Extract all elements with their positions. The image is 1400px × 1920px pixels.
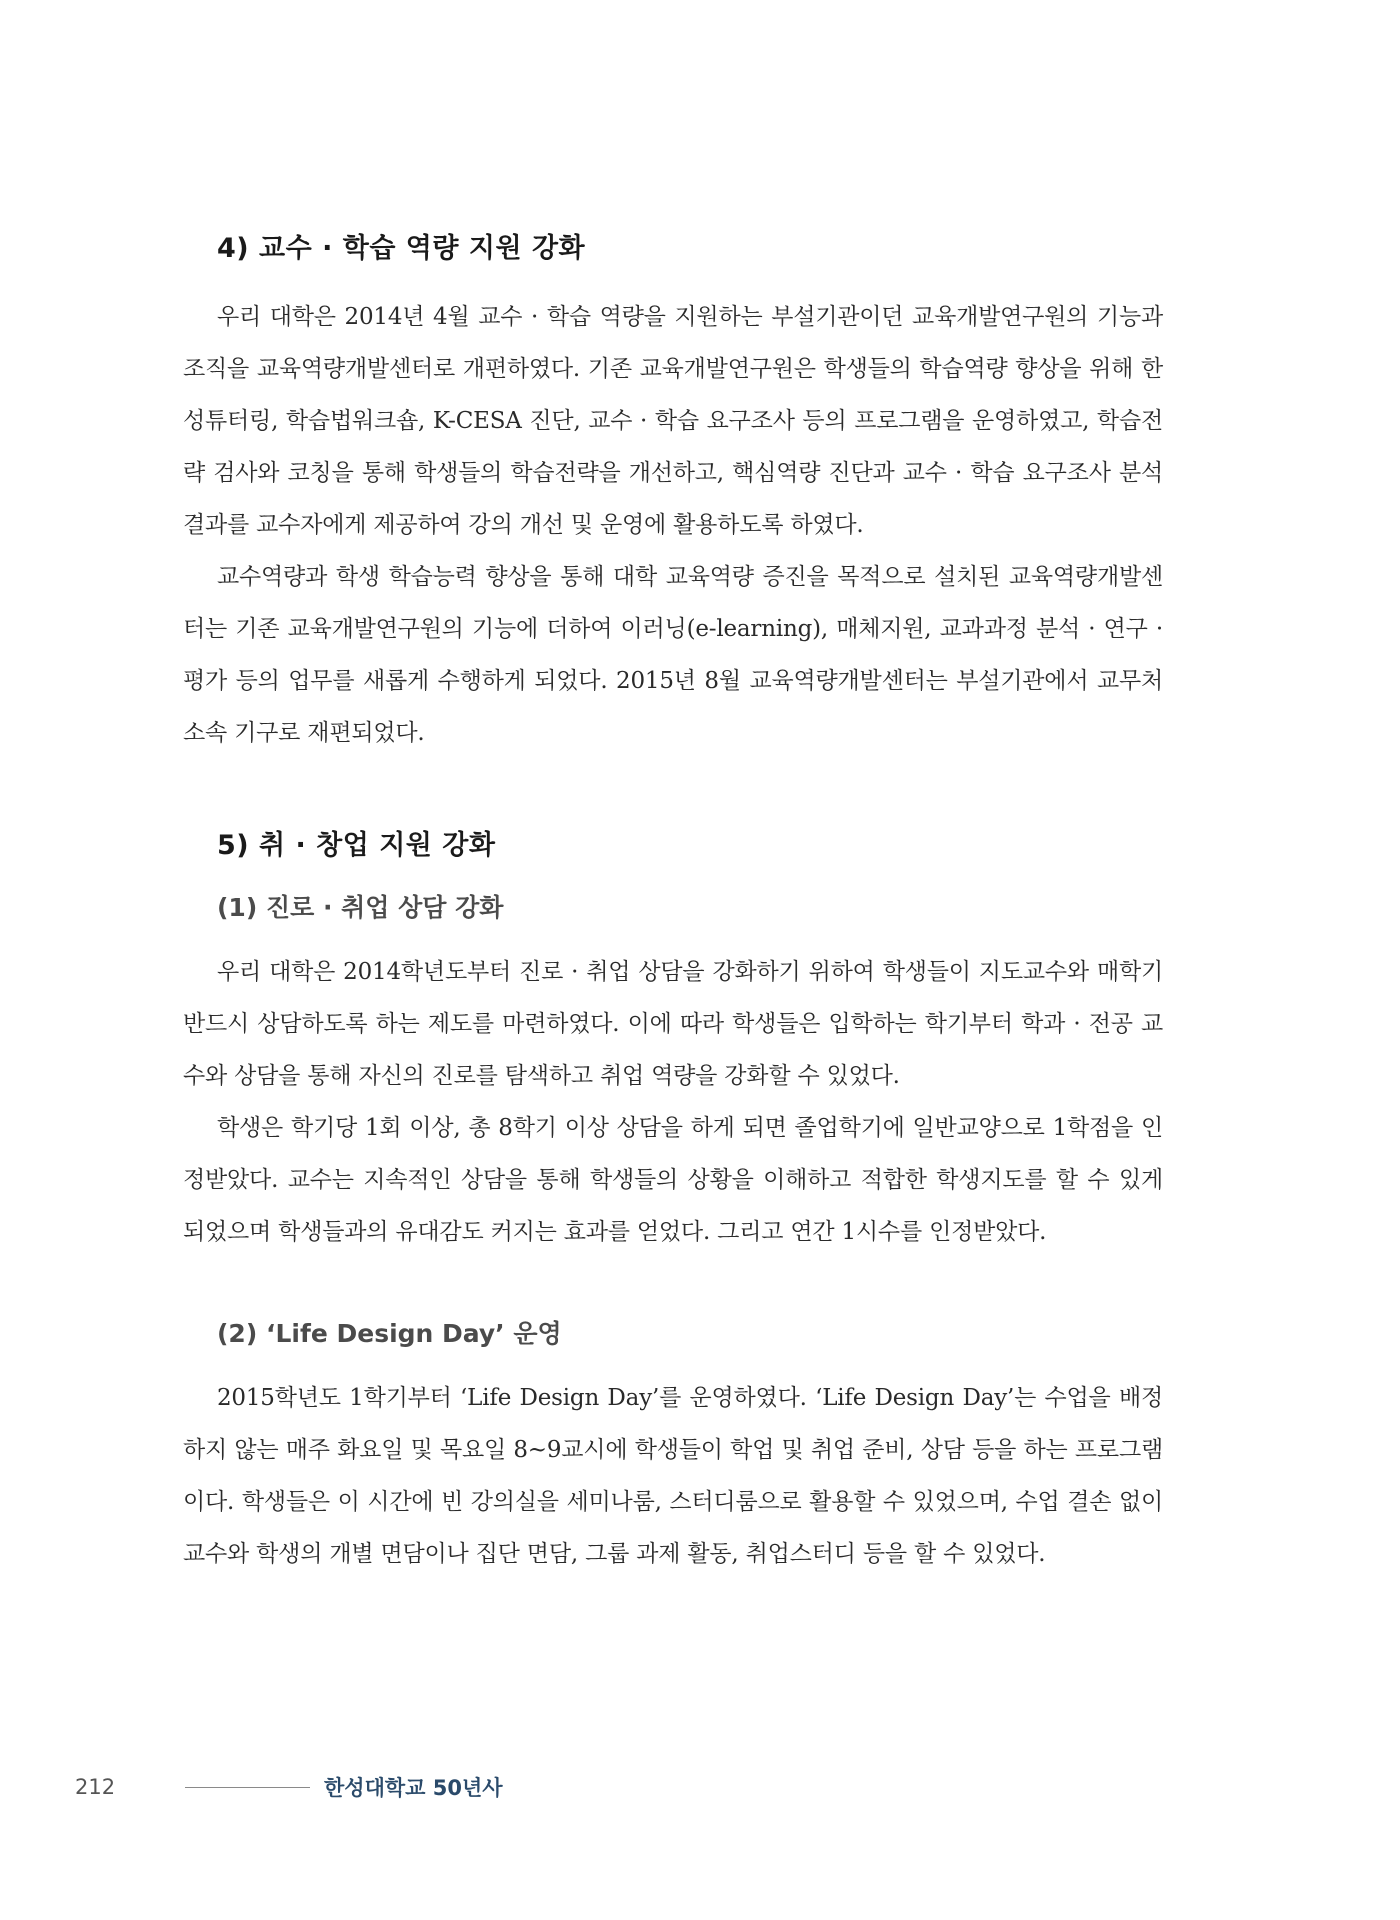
section-5 [183, 823, 1163, 1580]
page-body [183, 226, 1163, 1644]
paragraph: 교수역량과 학생 학습능력 향상을 통해 대학 교육역량 증진을 목적으로 설치된 교육역량개발센터는 기존 교육개발연구원의 기능에 더하여 이러닝(e-learning), 매체지원, 교과과정 분석 · 연구 · 평가 등의 업무를 새롭게 수행하게 되었다. 2015년 8월 교육역량개발센터는 부설기관에서 교무처 소속 기구로 재편되었다. [183, 564, 1164, 746]
page-footer [75, 1770, 503, 1804]
paragraph: 2015학년도 1학기부터 ‘Life Design Day’를 운영하였다. ‘Life Design Day’는 수업을 배정하지 않는 매주 화요일 및 목요일 8~9교시에 학생들이 학업 및 취업 준비, 상담 등을 하는 프로그램이다. 학생들은 이 시간에 빈 강의실을 세미나룸, 스터디룸으로 활용할 수 있었으며, 수업 결손 없이 교수와 학생의 개별 면담이나 집단 면담, 그룹 과제 활동, 취업스터디 등을 할 수 있었다. [183, 1385, 1163, 1567]
section-heading: 4) 교수 · 학습 역량 지원 강화 [217, 233, 586, 264]
subsection-heading: (2) ‘Life Design Day’ 운영 [217, 1319, 562, 1348]
book-title: 한성대학교 50년사 [324, 1776, 503, 1800]
subsection-2 [183, 1314, 1163, 1580]
section-4 [183, 226, 1163, 759]
subsection-1 [183, 888, 1163, 1258]
paragraph: 우리 대학은 2014년 4월 교수 · 학습 역량을 지원하는 부설기관이던 교육개발연구원의 기능과 조직을 교육역량개발센터로 개편하였다. 기존 교육개발연구원은 학생들의 학습역량 향상을 위해 한성튜터링, 학습법워크숍, K-CESA 진단, 교수 · 학습 요구조사 등의 프로그램을 운영하였고, 학습전략 검사와 코칭을 통해 학생들의 학습전략을 개선하고, 핵심역량 진단과 교수 · 학습 요구조사 분석 결과를 교수자에게 제공하여 강의 개선 및 운영에 활용하도록 하였다. [183, 304, 1163, 538]
paragraph: 우리 대학은 2014학년도부터 진로 · 취업 상담을 강화하기 위하여 학생들이 지도교수와 매학기 반드시 상담하도록 하는 제도를 마련하였다. 이에 따라 학생들은 입학하는 학기부터 학과 · 전공 교수와 상담을 통해 자신의 진로를 탐색하고 취업 역량을 강화할 수 있었다. [183, 959, 1163, 1089]
paragraph: 학생은 학기당 1회 이상, 총 8학기 이상 상담을 하게 되면 졸업학기에 일반교양으로 1학점을 인정받았다. 교수는 지속적인 상담을 통해 학생들의 상황을 이해하고 적합한 학생지도를 할 수 있게 되었으며 학생들과의 유대감도 커지는 효과를 얻었다. 그리고 연간 1시수를 인정받았다. [183, 1115, 1163, 1245]
section-heading: 5) 취 · 창업 지원 강화 [217, 830, 496, 861]
page-number: 212 [75, 1775, 116, 1799]
subsection-heading: (1) 진로 · 취업 상담 강화 [217, 893, 504, 922]
footer-divider [185, 1787, 310, 1788]
